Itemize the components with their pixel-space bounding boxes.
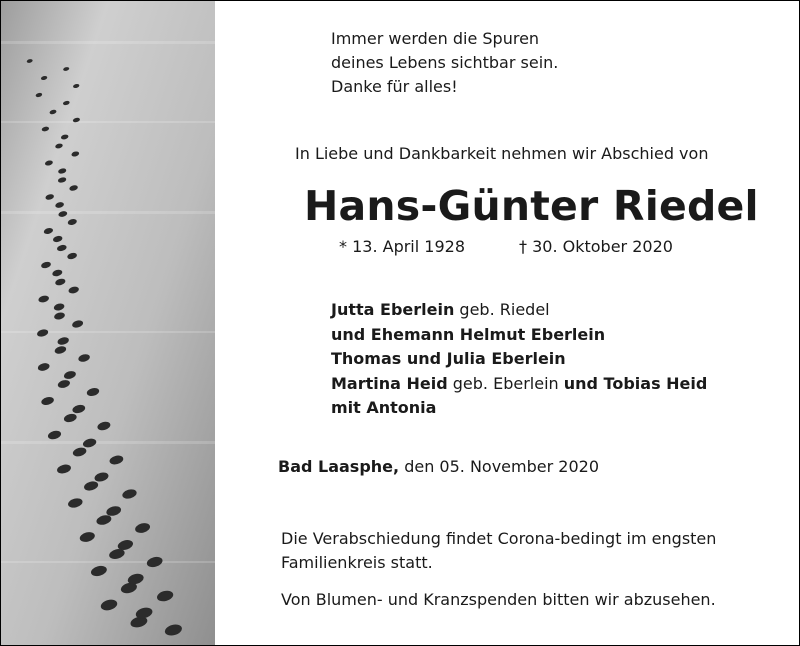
deceased-name: Hans-Günter Riedel: [304, 182, 759, 230]
family-line-3: Thomas und Julia Eberlein: [331, 349, 566, 368]
family-maiden-riedel: geb. Riedel: [454, 300, 550, 319]
birth-date: * 13. April 1928: [339, 237, 465, 256]
death-date: † 30. Oktober 2020: [519, 237, 673, 256]
place-city: Bad Laasphe,: [278, 457, 400, 476]
family-line-5: mit Antonia: [331, 398, 437, 417]
family-name-martina: Martina Heid: [331, 374, 448, 393]
family-name-jutta: Jutta Eberlein: [331, 300, 455, 319]
intro-text: In Liebe und Dankbarkeit nehmen wir Abschied von: [295, 144, 709, 163]
verse-line-2: deines Lebens sichtbar sein.: [331, 53, 559, 72]
note-line-1: Die Verabschiedung findet Corona-bedingt im engsten: [281, 529, 717, 548]
verse-line-3: Danke für alles!: [331, 77, 458, 96]
footprints-photo: [1, 1, 215, 645]
note-line-3: Von Blumen- und Kranzspenden bitten wir abzusehen.: [281, 590, 716, 609]
place-date-line: [278, 457, 599, 476]
family-name-tobias: und Tobias Heid: [563, 374, 708, 393]
family-line-2: und Ehemann Helmut Eberlein: [331, 325, 606, 344]
family-maiden-eberlein: geb. Eberlein: [447, 374, 564, 393]
family-line-1: [331, 300, 550, 319]
note-line-2: Familienkreis statt.: [281, 553, 433, 572]
verse-line-1: Immer werden die Spuren: [331, 29, 540, 48]
place-date: den 05. November 2020: [399, 457, 599, 476]
family-line-4: [331, 374, 707, 393]
